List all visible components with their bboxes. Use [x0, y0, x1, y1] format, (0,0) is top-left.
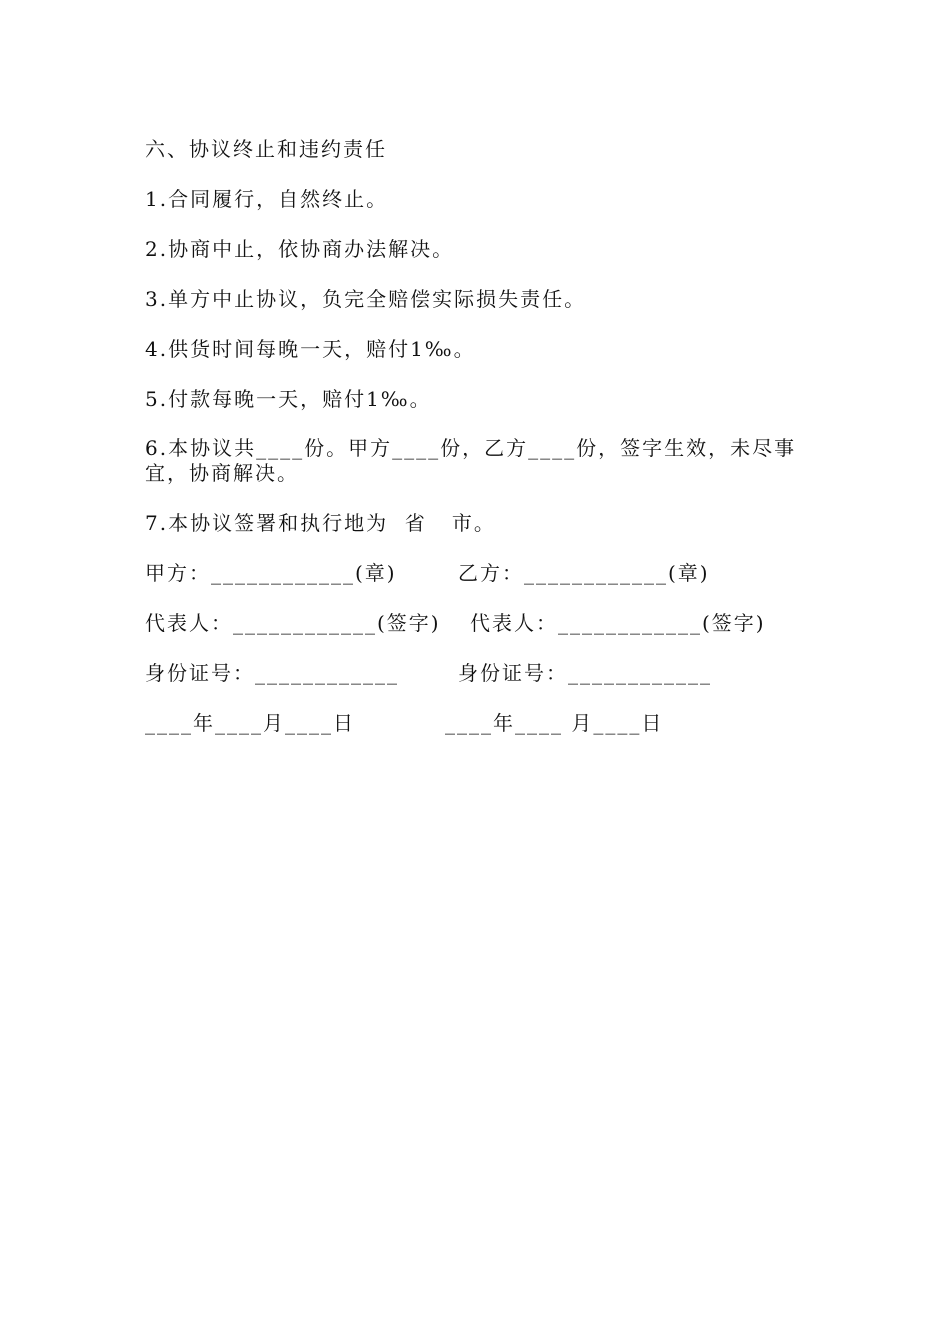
clause-2: 2.协商中止，依协商办法解决。	[145, 237, 455, 261]
clause-6: 6.本协议共____份。甲方____份，乙方____份，签字生效，未尽事宜，协商解决。	[145, 436, 797, 485]
clause-7: 7.本协议签署和执行地为 省 市。	[145, 511, 496, 535]
date-a-label: ____年____月____日	[145, 711, 355, 735]
id-number-b-label: 身份证号：____________	[458, 661, 712, 685]
clause-4: 4.供货时间每晚一天，赔付1‰。	[145, 337, 476, 361]
date-b-label: ____年____ 月____日	[445, 711, 664, 735]
signature-id-row	[0, 661, 950, 687]
signature-representative-row	[0, 611, 950, 637]
clause-1: 1.合同履行，自然终止。	[145, 187, 389, 211]
representative-a-label: 代表人：____________(签字)	[145, 611, 441, 635]
signature-party-row	[0, 561, 950, 587]
id-number-a-label: 身份证号：____________	[145, 661, 399, 685]
party-a-label: 甲方：____________(章)	[145, 561, 397, 585]
representative-b-label: 代表人：____________(签字)	[470, 611, 766, 635]
party-b-label: 乙方：____________(章)	[458, 561, 710, 585]
signature-date-row	[0, 711, 950, 737]
clause-3: 3.单方中止协议，负完全赔偿实际损失责任。	[145, 287, 587, 311]
section-heading: 六、协议终止和违约责任	[145, 137, 387, 161]
clause-5: 5.付款每晚一天，赔付1‰。	[145, 387, 432, 411]
